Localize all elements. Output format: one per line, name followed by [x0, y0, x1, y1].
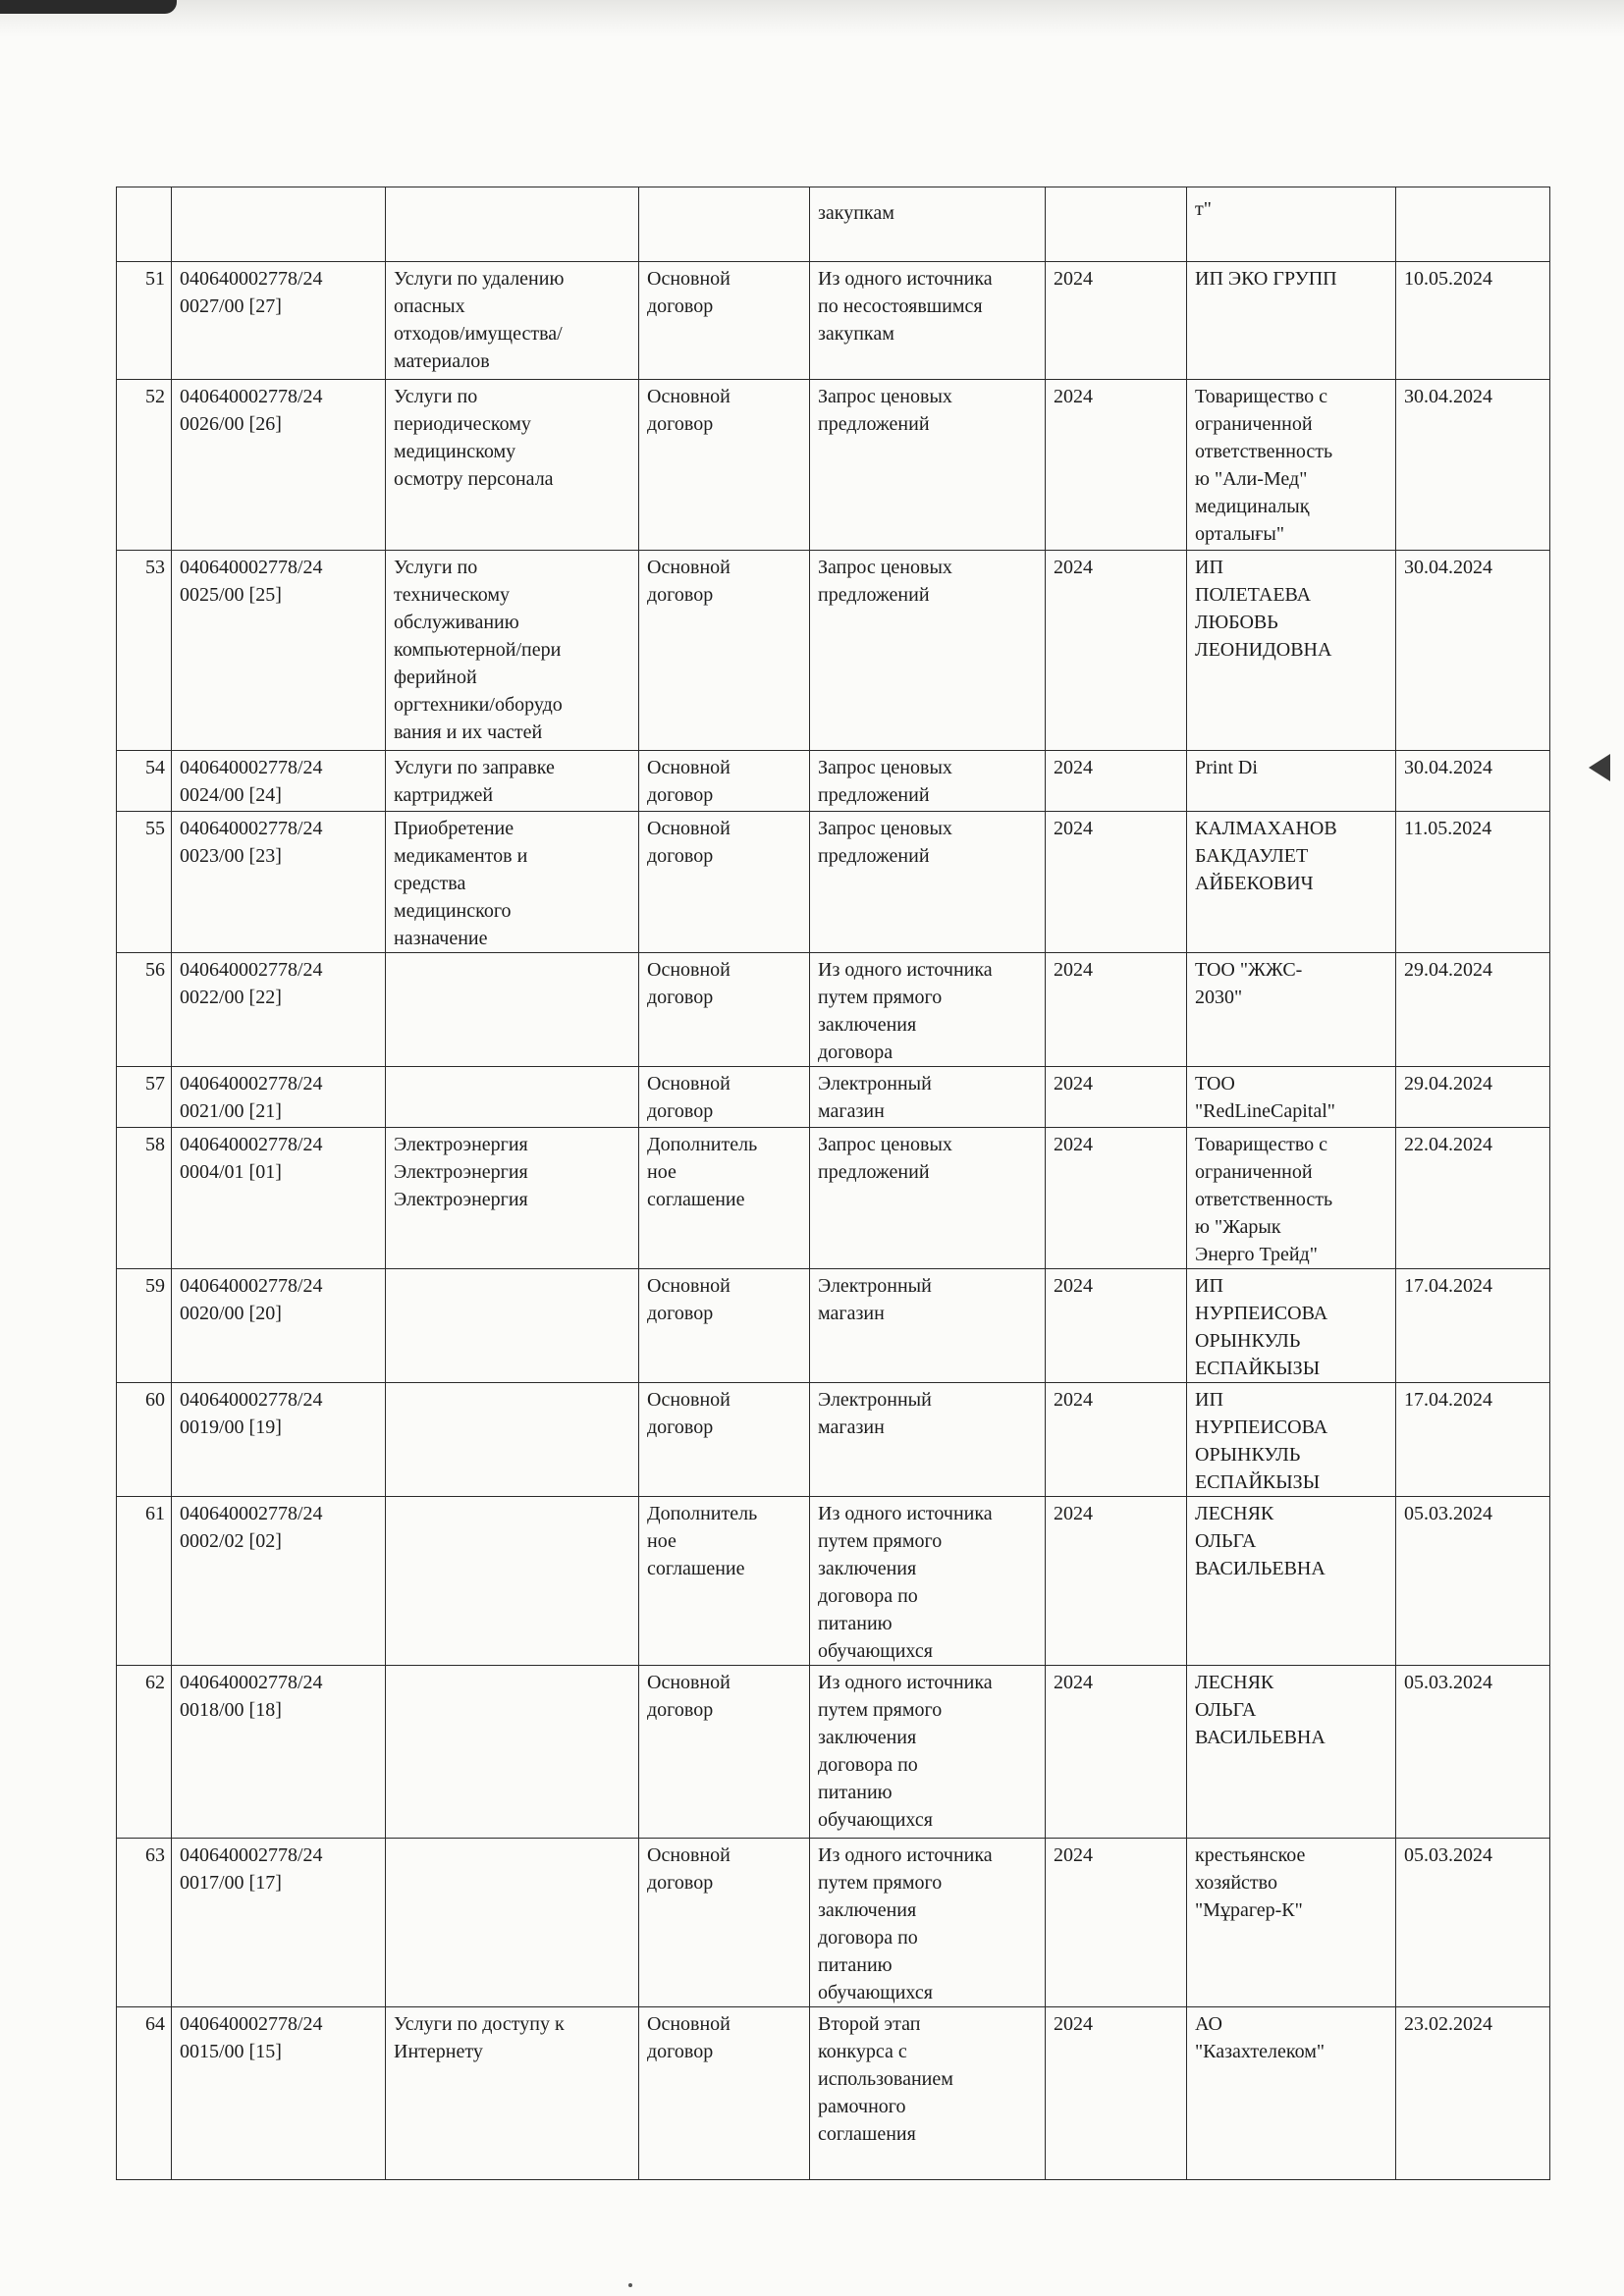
cell-code: 040640002778/24 0018/00 [18] [172, 1666, 386, 1839]
cell-supplier: ЛЕСНЯК ОЛЬГА ВАСИЛЬЕВНА [1187, 1666, 1396, 1839]
cell-year: 2024 [1046, 751, 1187, 812]
cell-method: Из одного источника путем прямого заключения договора [810, 953, 1046, 1067]
cell-subject: Электроэнергия Электроэнергия Электроэнергия [386, 1128, 639, 1269]
cell-year: 2024 [1046, 2007, 1187, 2180]
cell-method: закупкам [810, 187, 1046, 262]
cell-doc-type: Дополнитель ное соглашение [639, 1497, 810, 1666]
cell-subject: Услуги по доступу к Интернету [386, 2007, 639, 2180]
cell-method: Из одного источника по несостоявшимся закупкам [810, 262, 1046, 380]
cell-date: 29.04.2024 [1396, 1067, 1550, 1128]
table-row [117, 953, 1550, 1067]
table-row [117, 551, 1550, 751]
cell-year: 2024 [1046, 1839, 1187, 2007]
cell-year: 2024 [1046, 551, 1187, 751]
cell-year: 2024 [1046, 1067, 1187, 1128]
cell-subject: Услуги по периодическому медицинскому осмотру персонала [386, 380, 639, 551]
cell-code: 040640002778/24 0022/00 [22] [172, 953, 386, 1067]
cell-doc-type: Основной договор [639, 751, 810, 812]
cell-supplier: Товарищество с ограниченной ответственность ю "Жарык Энерго Трейд" [1187, 1128, 1396, 1269]
cell-doc-type: Основной договор [639, 1666, 810, 1839]
cell-no: 57 [117, 1067, 172, 1128]
cell-method: Запрос ценовых предложений [810, 751, 1046, 812]
cell-year [1046, 187, 1187, 262]
table-row [117, 1067, 1550, 1128]
cell-date: 30.04.2024 [1396, 551, 1550, 751]
cell-subject: Услуги по заправке картриджей [386, 751, 639, 812]
cell-subject [386, 1067, 639, 1128]
cell-no: 64 [117, 2007, 172, 2180]
cell-code: 040640002778/24 0020/00 [20] [172, 1269, 386, 1383]
cell-doc-type: Основной договор [639, 1839, 810, 2007]
cell-date: 22.04.2024 [1396, 1128, 1550, 1269]
cell-year: 2024 [1046, 1666, 1187, 1839]
cell-date: 17.04.2024 [1396, 1383, 1550, 1497]
cell-supplier: т" [1187, 187, 1396, 262]
cell-code: 040640002778/24 0002/02 [02] [172, 1497, 386, 1666]
scan-artifact-dot [628, 2283, 632, 2287]
cell-code: 040640002778/24 0025/00 [25] [172, 551, 386, 751]
cell-method: Запрос ценовых предложений [810, 380, 1046, 551]
scan-artifact-side [1589, 754, 1610, 781]
cell-date: 29.04.2024 [1396, 953, 1550, 1067]
cell-doc-type: Основной договор [639, 1383, 810, 1497]
cell-doc-type: Основной договор [639, 2007, 810, 2180]
cell-supplier: АО "Казахтелеком" [1187, 2007, 1396, 2180]
cell-code: 040640002778/24 0021/00 [21] [172, 1067, 386, 1128]
contracts-table-body [117, 187, 1550, 2180]
cell-date: 30.04.2024 [1396, 751, 1550, 812]
cell-subject [386, 1269, 639, 1383]
cell-year: 2024 [1046, 380, 1187, 551]
cell-method: Запрос ценовых предложений [810, 551, 1046, 751]
table-row [117, 751, 1550, 812]
cell-no: 58 [117, 1128, 172, 1269]
cell-date: 10.05.2024 [1396, 262, 1550, 380]
cell-no: 61 [117, 1497, 172, 1666]
cell-year: 2024 [1046, 1269, 1187, 1383]
cell-doc-type: Основной договор [639, 380, 810, 551]
cell-doc-type [639, 187, 810, 262]
cell-subject [386, 187, 639, 262]
cell-no: 55 [117, 812, 172, 953]
table-row [117, 1383, 1550, 1497]
cell-subject: Услуги по удалению опасных отходов/имущества/ материалов [386, 262, 639, 380]
cell-subject: Услуги по техническому обслуживанию компьютерной/пери ферийной оргтехники/оборудо вания и их частей [386, 551, 639, 751]
cell-supplier: ТОО "RedLineCapital" [1187, 1067, 1396, 1128]
cell-doc-type: Основной договор [639, 551, 810, 751]
cell-year: 2024 [1046, 1128, 1187, 1269]
cell-code: 040640002778/24 0015/00 [15] [172, 2007, 386, 2180]
cell-supplier: ТОО "ЖЖС- 2030" [1187, 953, 1396, 1067]
cell-doc-type: Основной договор [639, 953, 810, 1067]
cell-method: Из одного источника путем прямого заключения договора по питанию обучающихся [810, 1839, 1046, 2007]
table-row [117, 262, 1550, 380]
cell-no: 62 [117, 1666, 172, 1839]
cell-method: Запрос ценовых предложений [810, 1128, 1046, 1269]
cell-no: 53 [117, 551, 172, 751]
table-row [117, 1269, 1550, 1383]
cell-no: 54 [117, 751, 172, 812]
cell-subject [386, 1383, 639, 1497]
cell-doc-type: Основной договор [639, 812, 810, 953]
cell-subject [386, 1839, 639, 2007]
cell-code: 040640002778/24 0017/00 [17] [172, 1839, 386, 2007]
cell-method: Из одного источника путем прямого заключения договора по питанию обучающихся [810, 1497, 1046, 1666]
cell-method: Электронный магазин [810, 1067, 1046, 1128]
cell-code: 040640002778/24 0026/00 [26] [172, 380, 386, 551]
table-row [117, 1839, 1550, 2007]
cell-code: 040640002778/24 0004/01 [01] [172, 1128, 386, 1269]
cell-code [172, 187, 386, 262]
cell-subject [386, 1497, 639, 1666]
cell-no: 52 [117, 380, 172, 551]
cell-supplier: ИП НУРПЕИСОВА ОРЫНКУЛЬ ЕСПАЙКЫЗЫ [1187, 1269, 1396, 1383]
cell-date: 23.02.2024 [1396, 2007, 1550, 2180]
cell-supplier: ЛЕСНЯК ОЛЬГА ВАСИЛЬЕВНА [1187, 1497, 1396, 1666]
cell-date: 05.03.2024 [1396, 1497, 1550, 1666]
table-row-continuation [117, 187, 1550, 262]
cell-year: 2024 [1046, 262, 1187, 380]
cell-no [117, 187, 172, 262]
table-row [117, 380, 1550, 551]
cell-no: 63 [117, 1839, 172, 2007]
cell-method: Запрос ценовых предложений [810, 812, 1046, 953]
cell-supplier: КАЛМАХАНОВ БАКДАУЛЕТ АЙБЕКОВИЧ [1187, 812, 1396, 953]
cell-doc-type: Дополнитель ное соглашение [639, 1128, 810, 1269]
cell-code: 040640002778/24 0019/00 [19] [172, 1383, 386, 1497]
cell-supplier: Print Di [1187, 751, 1396, 812]
cell-no: 59 [117, 1269, 172, 1383]
cell-doc-type: Основной договор [639, 1067, 810, 1128]
cell-method: Второй этап конкурса с использованием рамочного соглашения [810, 2007, 1046, 2180]
cell-date: 17.04.2024 [1396, 1269, 1550, 1383]
table-row [117, 2007, 1550, 2180]
table-row [117, 812, 1550, 953]
cell-date: 30.04.2024 [1396, 380, 1550, 551]
cell-year: 2024 [1046, 1497, 1187, 1666]
cell-doc-type: Основной договор [639, 262, 810, 380]
contracts-table [116, 187, 1550, 2180]
cell-method: Электронный магазин [810, 1383, 1046, 1497]
cell-year: 2024 [1046, 1383, 1187, 1497]
cell-date [1396, 187, 1550, 262]
cell-supplier: ИП ПОЛЕТАЕВА ЛЮБОВЬ ЛЕОНИДОВНА [1187, 551, 1396, 751]
table-row [117, 1497, 1550, 1666]
cell-subject: Приобретение медикаментов и средства медицинского назначение [386, 812, 639, 953]
cell-subject [386, 1666, 639, 1839]
cell-code: 040640002778/24 0023/00 [23] [172, 812, 386, 953]
cell-supplier: Товарищество с ограниченной ответственность ю "Али-Мед" медициналық орталығы" [1187, 380, 1396, 551]
cell-code: 040640002778/24 0027/00 [27] [172, 262, 386, 380]
cell-no: 56 [117, 953, 172, 1067]
cell-date: 05.03.2024 [1396, 1666, 1550, 1839]
cell-year: 2024 [1046, 953, 1187, 1067]
cell-no: 60 [117, 1383, 172, 1497]
table-row [117, 1128, 1550, 1269]
scan-artifact-top [0, 0, 177, 14]
cell-supplier: ИП НУРПЕИСОВА ОРЫНКУЛЬ ЕСПАЙКЫЗЫ [1187, 1383, 1396, 1497]
cell-date: 05.03.2024 [1396, 1839, 1550, 2007]
cell-method: Электронный магазин [810, 1269, 1046, 1383]
cell-date: 11.05.2024 [1396, 812, 1550, 953]
scan-edge-shadow [0, 0, 1624, 37]
cell-doc-type: Основной договор [639, 1269, 810, 1383]
cell-no: 51 [117, 262, 172, 380]
cell-supplier: крестьянское хозяйство "Мұрагер-К" [1187, 1839, 1396, 2007]
cell-method: Из одного источника путем прямого заключения договора по питанию обучающихся [810, 1666, 1046, 1839]
cell-supplier: ИП ЭКО ГРУПП [1187, 262, 1396, 380]
cell-subject [386, 953, 639, 1067]
cell-year: 2024 [1046, 812, 1187, 953]
table-row [117, 1666, 1550, 1839]
cell-code: 040640002778/24 0024/00 [24] [172, 751, 386, 812]
